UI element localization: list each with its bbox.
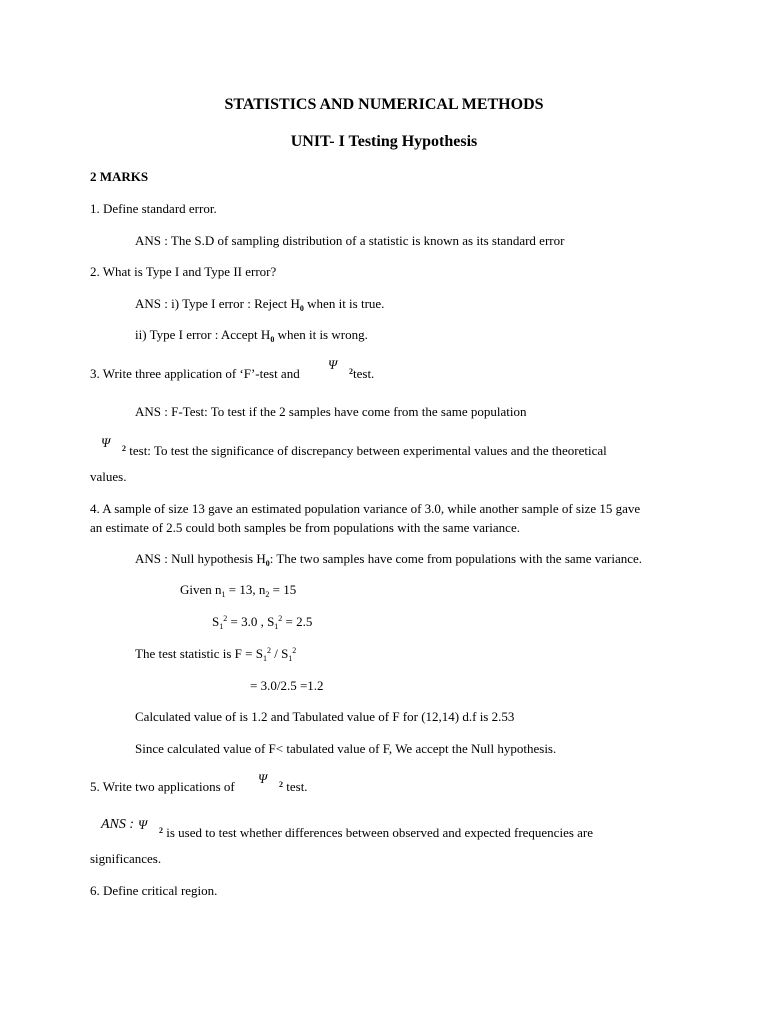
chi-square-symbol: Ψ [101,435,111,450]
answer-5-cont: significances. [90,851,162,866]
question-1: 1. Define standard error. [90,201,217,216]
answer-4-conclusion: Since calculated value of F< tabulated value of F, We accept the Null hypothesis. [135,741,557,756]
answer-4-given: Given $n_1 = 13$, $n_2 = 15$ [180,582,297,599]
chi-square-symbol: Ψ [258,771,268,786]
chi-square-symbol: Ψ [328,357,338,372]
answer-4-null-hypothesis: ANS : Null hypothesis $H_0$: The two samples have come from populations with the same variance. [135,551,643,568]
question-6: 6. Define critical region. [90,883,218,898]
answer-3-f-test: ANS : F-Test: To test if the 2 samples have come from the same population [135,404,527,419]
answer-2-type-1: ANS : i) Type I error : Reject $H_0$ when it is true. [135,296,385,313]
question-5: 5. Write two applications of [90,779,235,794]
chi-square-symbol: Ψ [138,817,148,832]
section-heading: 2 MARKS [90,169,149,184]
question-5-tail: $^2$ test. [279,779,308,794]
answer-5-label: ANS : [101,817,135,832]
answer-3-chi-test: $^2$ test: To test the significance of discrepancy between experimental values and the theoretical [122,443,607,458]
answer-4-variances: $S_1^2 = 3.0$ , $S_1^2 = 2.5$ [212,614,313,631]
question-4-line-2: an estimate of 2.5 could both samples be from populations with the same variance. [90,520,520,535]
document-title: STATISTICS AND NUMERICAL METHODS [224,96,544,113]
answer-4-test-statistic: The test statistic is $F = S_1^2 / S_1^2$ [135,646,297,663]
answer-2-type-2: ii) Type I error : Accept $H_0$ when it is wrong. [135,327,368,344]
unit-heading: UNIT- I Testing Hypothesis [290,133,478,150]
question-2: 2. What is Type I and Type II error? [90,264,277,279]
question-3-tail: $^2$test. [349,366,375,381]
question-4-line-1: 4. A sample of size 13 gave an estimated population variance of 3.0, while another sample of size 15 gave [90,501,641,516]
answer-5-text: $^2$ is used to test whether differences between observed and expected frequencies are [159,825,594,840]
answer-4-tabulated: Calculated value of is 1.2 and Tabulated value of F for (12,14) d.f is 2.53 [135,709,515,724]
question-3: 3. Write three application of ‘F’-test and [90,366,300,381]
answer-3-chi-test-cont: values. [90,469,127,484]
answer-4-calculation: = 3.0/2.5 =1.2 [250,678,324,693]
answer-1: ANS : The S.D of sampling distribution of a statistic is known as its standard error [135,233,565,248]
